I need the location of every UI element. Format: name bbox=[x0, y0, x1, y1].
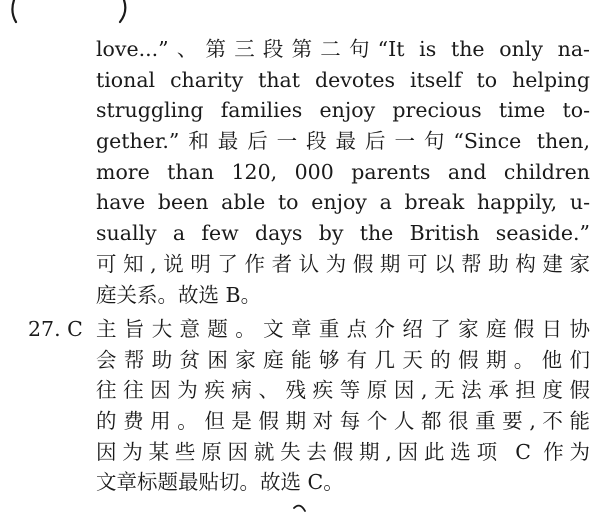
explanation-line: 因为某些原因就失去假期,因此选项 C 作为 bbox=[96, 439, 590, 464]
passage-line: gether.”和最后一段最后一句“Since then, bbox=[96, 129, 590, 154]
header-bracket-decoration bbox=[0, 0, 150, 26]
passage-line: tional charity that devotes itself to helping bbox=[96, 67, 590, 92]
answer-explanation-passage bbox=[96, 34, 590, 310]
explanation-line: 往往因为疾病、残疾等原因,无法承担度假 bbox=[96, 378, 590, 403]
question-27-body bbox=[96, 314, 590, 498]
passage-line: sually a few days by the British seaside.” bbox=[96, 221, 590, 246]
question-number-answer: 27. C bbox=[28, 317, 83, 341]
passage-line: struggling families enjoy precious time to- bbox=[96, 98, 590, 123]
passage-line: more than 120, 000 parents and children bbox=[96, 159, 590, 184]
partial-glyph-decoration bbox=[290, 500, 310, 512]
passage-line: 可知,说明了作者认为假期可以帮助构建家 bbox=[96, 251, 590, 276]
explanation-line: 文章标题最贴切。故选 C。 bbox=[96, 470, 344, 495]
passage-line: 庭关系。故选 B。 bbox=[96, 282, 262, 307]
explanation-line: 主旨大意题。文章重点介绍了家庭假日协 bbox=[96, 317, 590, 341]
passage-line: love...”、第三段第二句“It is the only na- bbox=[96, 37, 590, 61]
passage-line: have been able to enjoy a break happily, u- bbox=[96, 190, 590, 215]
explanation-line: 的费用。但是假期对每个人都很重要,不能 bbox=[96, 409, 590, 434]
explanation-line: 会帮助贫困家庭能够有几天的假期。他们 bbox=[96, 347, 590, 372]
